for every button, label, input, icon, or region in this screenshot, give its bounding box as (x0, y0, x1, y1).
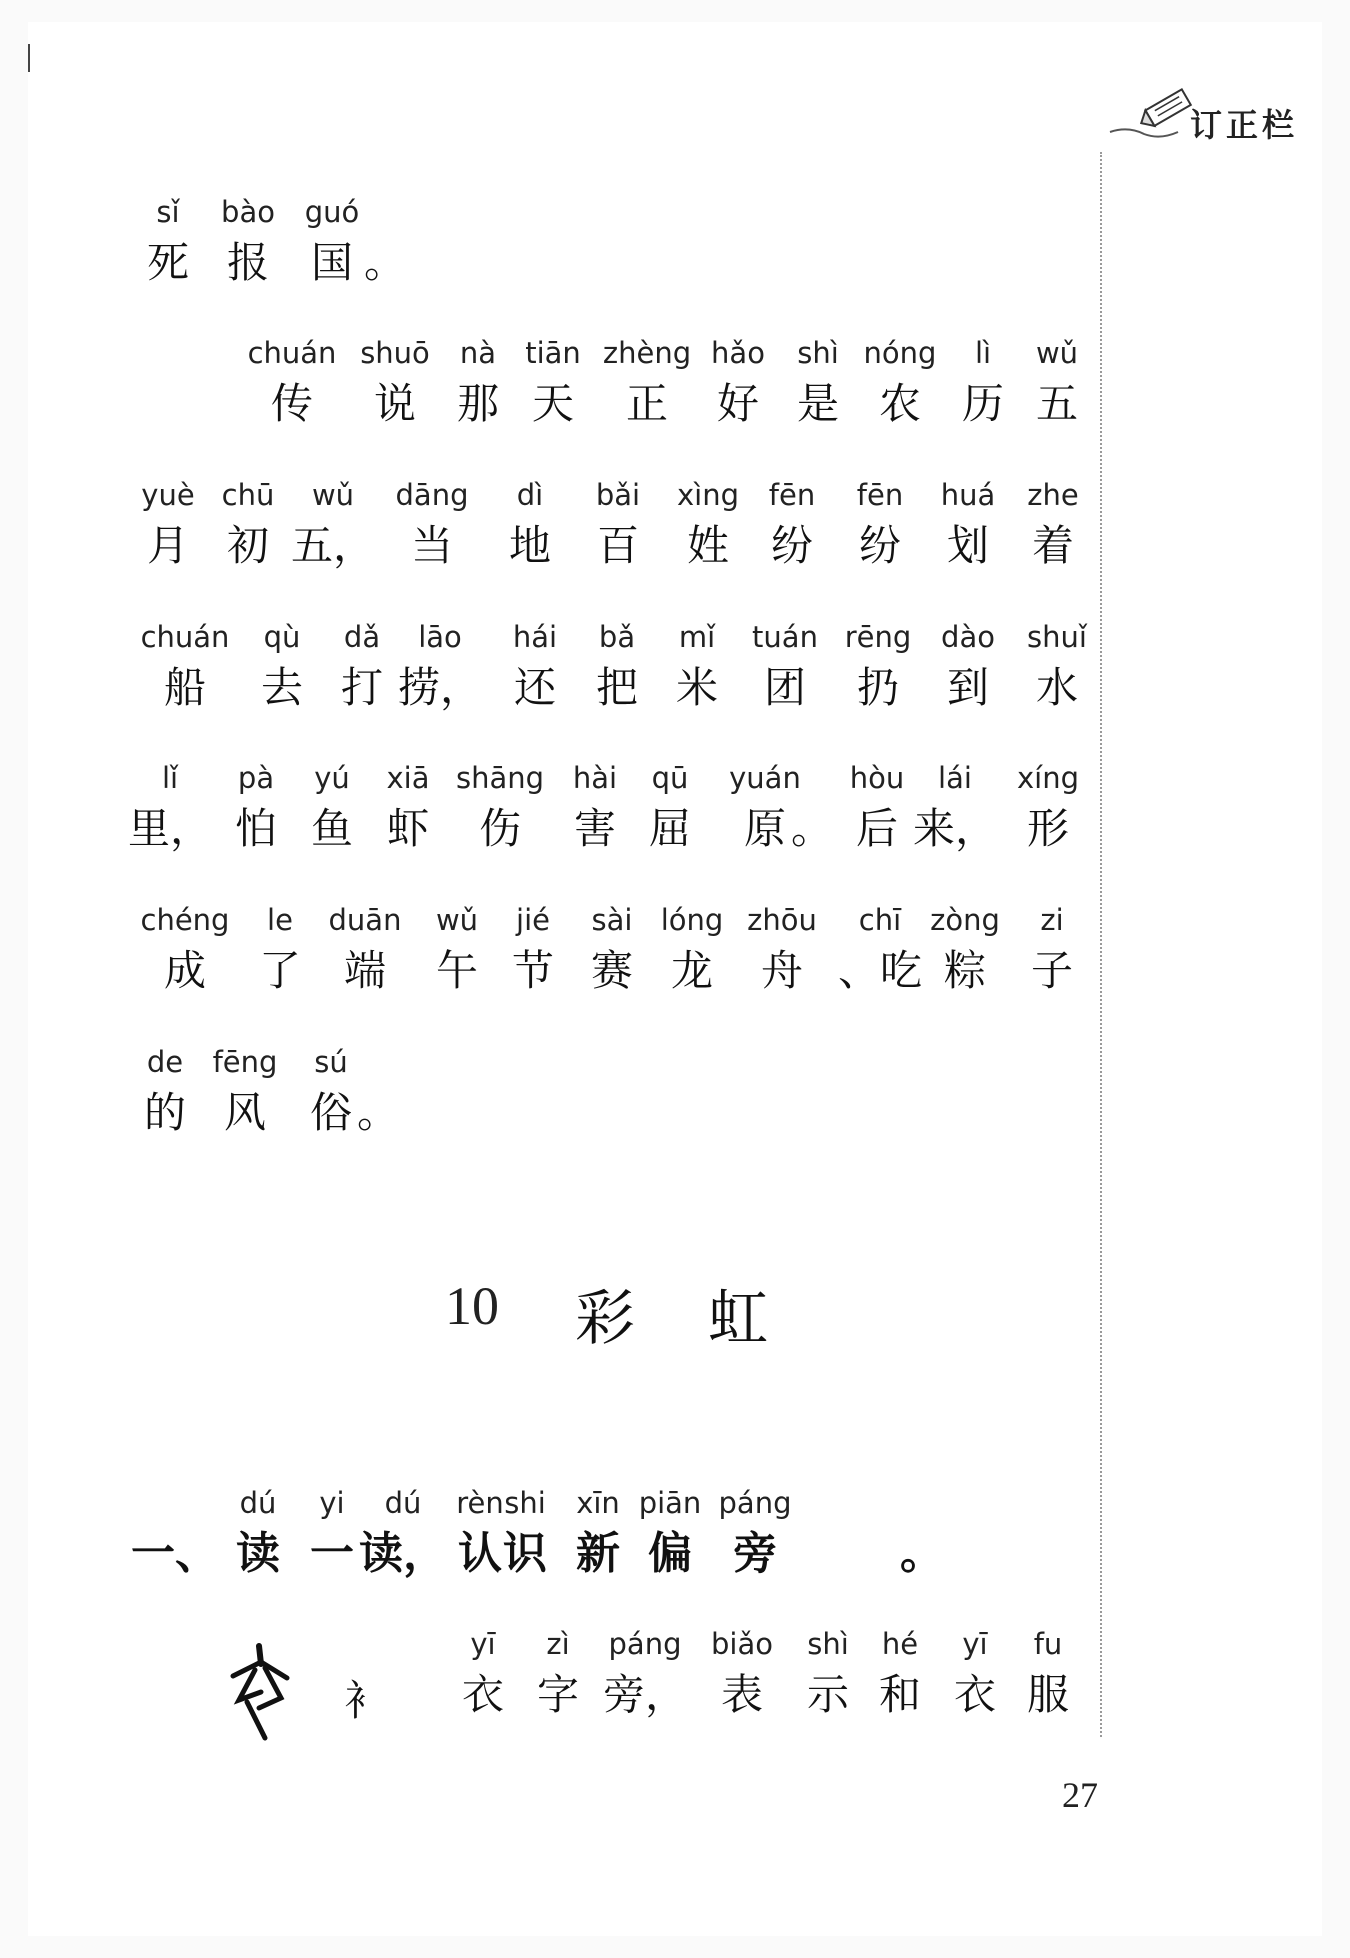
hanzi: 扔 (856, 663, 899, 712)
pinyin: chī (858, 903, 902, 937)
pinyin: hǎo (711, 336, 765, 370)
hanzi: 纷 (858, 521, 901, 570)
pinyin: dǎ (343, 620, 381, 654)
pinyin: sú (314, 1045, 348, 1079)
pinyin: chéng (140, 903, 230, 937)
pinyin: xīn (576, 1486, 620, 1520)
pinyin: de (146, 1045, 184, 1079)
hanzi: 服 (1026, 1670, 1069, 1719)
pinyin: shāng (455, 761, 545, 795)
pinyin: sǐ (156, 195, 180, 229)
char-cell (318, 1042, 438, 1144)
pinyin: wǔ (1035, 336, 1079, 370)
pinyin: yī (470, 1627, 496, 1661)
pinyin: tiān (525, 336, 581, 370)
pinyin: xìng (676, 478, 739, 512)
pinyin: hé (881, 1627, 919, 1661)
hanzi: 五 (1035, 379, 1078, 428)
hanzi: 团 (763, 663, 806, 712)
pinyin: bǎ (598, 620, 636, 654)
hanzi: 示 (806, 1670, 849, 1719)
pinyin: shì (797, 336, 839, 370)
hanzi: 赛 (590, 946, 633, 995)
char-cell (695, 1483, 815, 1585)
hanzi: 月 (146, 521, 189, 570)
pinyin: fēn (768, 478, 816, 512)
hanzi: 是 (796, 379, 839, 428)
pinyin: lǐ (161, 761, 179, 795)
hanzi: 还 (513, 663, 556, 712)
pinyin: wǔ (435, 903, 479, 937)
pinyin: lái (938, 761, 972, 795)
pinyin: shi (504, 1486, 546, 1520)
hanzi: 纷 (770, 521, 813, 570)
hanzi: 风 (223, 1088, 266, 1137)
hanzi: 说 (373, 379, 416, 428)
pinyin: fu (1033, 1627, 1063, 1661)
hanzi: 舟 (760, 946, 803, 995)
hanzi: 报 (226, 238, 269, 287)
hanzi: 偏 (648, 1528, 692, 1579)
hanzi: 历 (961, 379, 1004, 428)
char-cell (325, 192, 445, 294)
pinyin: biǎo (711, 1627, 773, 1661)
hanzi: 识 (503, 1528, 547, 1579)
hanzi: 五， (290, 521, 375, 570)
hanzi: 到 (946, 663, 989, 712)
hanzi: 新 (576, 1528, 620, 1579)
hanzi: 后 (855, 804, 898, 853)
hanzi: 。 (356, 1088, 399, 1137)
hanzi: 米 (675, 663, 718, 712)
hanzi: 俗 (309, 1088, 352, 1137)
hanzi: 午 (435, 946, 478, 995)
margin-mark (28, 44, 30, 72)
pinyin: mǐ (678, 620, 716, 654)
pinyin: rēng (844, 620, 912, 654)
pinyin: qū (651, 761, 689, 795)
pinyin: xíng (1016, 761, 1079, 795)
page-number: 27 (1062, 1775, 1098, 1815)
lesson-title-char: 虹 (708, 1284, 768, 1354)
hanzi: 衣 (953, 1670, 996, 1719)
hanzi: 一、 (131, 1528, 219, 1579)
lesson-title-char: 彩 (575, 1284, 635, 1354)
radical-character: 衤 (344, 1676, 387, 1725)
hanzi: 了 (258, 946, 301, 995)
hanzi: 怕 (234, 804, 277, 853)
hanzi: 把 (595, 663, 638, 712)
char-cell (997, 333, 1117, 435)
hanzi: 读 (236, 1528, 280, 1579)
pinyin: qù (263, 620, 301, 654)
hanzi: 认 (458, 1528, 502, 1579)
hanzi: 划 (946, 521, 989, 570)
hanzi: 水 (1035, 663, 1078, 712)
hanzi: 百 (596, 521, 639, 570)
hanzi: 着 (1031, 521, 1074, 570)
hanzi: 读， (359, 1528, 447, 1579)
hanzi: 船 (163, 663, 206, 712)
hanzi: 龙 (670, 946, 713, 995)
pinyin: shuǐ (1027, 620, 1087, 654)
hanzi: 去 (260, 663, 303, 712)
hanzi: 天 (531, 379, 574, 428)
hanzi: 节 (511, 946, 554, 995)
hanzi: 字 (536, 1670, 579, 1719)
char-cell (232, 333, 352, 435)
pinyin: zòng (930, 903, 1000, 937)
hanzi: 传 (270, 379, 313, 428)
pinyin: bào (221, 195, 275, 229)
pinyin: yuè (141, 478, 195, 512)
char-cell (988, 1624, 1108, 1726)
hanzi: 来， (912, 804, 997, 853)
hanzi: 国 (310, 238, 353, 287)
pinyin: hòu (849, 761, 905, 795)
hanzi: 旁， (602, 1670, 687, 1719)
pinyin: guó (304, 195, 360, 229)
char-cell (992, 900, 1112, 1002)
char-cell (988, 758, 1108, 860)
hanzi: 一 (310, 1528, 354, 1579)
char-cell (862, 1483, 982, 1585)
pinyin: dào (941, 620, 995, 654)
pinyin: zì (546, 1627, 570, 1661)
hanzi: 好 (716, 379, 759, 428)
pinyin: yú (314, 761, 350, 795)
pinyin: le (267, 903, 293, 937)
pinyin (862, 1483, 982, 1523)
lesson-number: 10 (445, 1276, 499, 1336)
hanzi: 当 (410, 521, 453, 570)
pinyin: hài (572, 761, 618, 795)
char-cell (997, 617, 1117, 719)
text-line (0, 333, 1350, 443)
hanzi: 死 (146, 238, 189, 287)
hanzi: 和 (878, 1670, 921, 1719)
pinyin: shì (807, 1627, 849, 1661)
pinyin: piān (638, 1486, 702, 1520)
pinyin: nóng (863, 336, 937, 370)
pinyin: tuán (752, 620, 818, 654)
corrections-column-title: 订正栏 (1190, 106, 1299, 144)
pinyin: chū (221, 478, 275, 512)
hanzi: 端 (343, 946, 386, 995)
pinyin: páng (608, 1627, 682, 1661)
hanzi: 农 (878, 379, 921, 428)
pinyin: shuō (360, 336, 430, 370)
pinyin: lāo (418, 620, 462, 654)
hanzi: 正 (625, 379, 668, 428)
pinyin: páng (718, 1486, 792, 1520)
pinyin: bǎi (595, 478, 641, 512)
text-line (0, 617, 1350, 727)
hanzi: 原 (743, 804, 786, 853)
hanzi: 子 (1030, 946, 1073, 995)
pencil-icon (1108, 82, 1198, 142)
pinyin: zi (1040, 903, 1064, 937)
hanzi: 地 (508, 521, 551, 570)
pinyin: dì (516, 478, 544, 512)
hanzi: 。 (363, 238, 406, 287)
hanzi: 粽 (943, 946, 986, 995)
text-line (0, 758, 1350, 868)
pinyin: chuán (140, 620, 230, 654)
pinyin: hái (512, 620, 558, 654)
text-line (0, 1042, 1350, 1152)
pinyin: fēng (212, 1045, 278, 1079)
hanzi: 成 (163, 946, 206, 995)
pinyin: yuán (729, 761, 801, 795)
pinyin: nà (459, 336, 497, 370)
pinyin: fēn (856, 478, 904, 512)
pinyin: jié (516, 903, 550, 937)
char-cell (993, 475, 1113, 577)
pinyin: yī (962, 1627, 988, 1661)
hanzi: 鱼 (310, 804, 353, 853)
hanzi: 旁 (733, 1528, 777, 1579)
pinyin: dú (239, 1486, 277, 1520)
text-line (0, 1624, 1350, 1734)
pinyin: huá (940, 478, 996, 512)
hanzi: 姓 (686, 521, 729, 570)
pinyin: pà (237, 761, 275, 795)
pinyin: yi (319, 1486, 345, 1520)
pinyin: zhōu (747, 903, 817, 937)
pinyin: dāng (395, 478, 469, 512)
hanzi: 、吃 (837, 946, 922, 995)
pinyin: dú (384, 1486, 422, 1520)
pinyin: duān (328, 903, 402, 937)
lesson-title (0, 1275, 1350, 1355)
hanzi: 捞， (397, 663, 482, 712)
hanzi: 。 (900, 1528, 944, 1579)
hanzi: 表 (720, 1670, 763, 1719)
hanzi: 害 (573, 804, 616, 853)
hanzi: 的 (143, 1088, 186, 1137)
hanzi: 形 (1026, 804, 1069, 853)
pinyin: zhe (1027, 478, 1079, 512)
hanzi: 屈 (648, 804, 691, 853)
hanzi: 虾 (386, 804, 429, 853)
hanzi: 伤 (478, 804, 521, 853)
corrections-column-header (1108, 82, 1328, 152)
text-line (0, 1483, 1350, 1593)
pinyin: wǔ (311, 478, 355, 512)
text-line (0, 192, 1350, 302)
pinyin (325, 192, 445, 232)
hanzi: 那 (456, 379, 499, 428)
pinyin: rèn (456, 1486, 504, 1520)
pinyin: lì (974, 336, 992, 370)
hanzi: 初 (226, 521, 269, 570)
pinyin: xiā (386, 761, 430, 795)
hanzi: 打 (340, 663, 383, 712)
text-line (0, 475, 1350, 585)
pinyin: chuán (247, 336, 337, 370)
pinyin (318, 1042, 438, 1082)
hanzi: 。 (790, 804, 833, 853)
hanzi: 衣 (461, 1670, 504, 1719)
hanzi: 里， (127, 804, 212, 853)
text-line (0, 900, 1350, 1010)
pinyin: lóng (660, 903, 724, 937)
pinyin: sài (591, 903, 633, 937)
pinyin: zhèng (602, 336, 692, 370)
